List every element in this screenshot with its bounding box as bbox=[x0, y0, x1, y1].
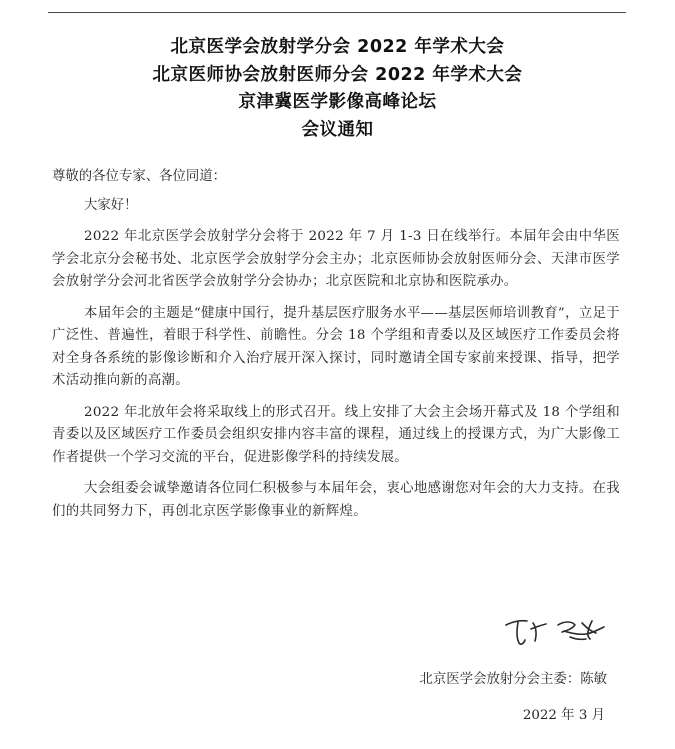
notice-date: 2022 年 3 月 bbox=[522, 708, 605, 723]
paragraph-format: 2022 年北放年会将采取线上的形式召开。线上安排了大会主会场开幕式及 18 个学组和青委以及区域医疗工作委员会组织安排内容丰富的课程，通过线上的授课方式，为广大影像工作者提供一个学习交流的平台，促进影像学科的持续发展。 bbox=[52, 404, 620, 465]
paragraph-invitation: 大会组委会诚挚邀请各位同仁积极参与本届年会，衷心地感谢您对年会的大力支持。在我们的共同努力下，再创北京医学影像事业的新辉煌。 bbox=[52, 481, 620, 519]
title-block bbox=[0, 34, 675, 144]
title-line-1: 北京医学会放射学分会 2022 年学术大会 bbox=[170, 37, 505, 57]
paragraph-theme: 本届年会的主题是“健康中国行，提升基层医疗服务水平——基层医师培训教育”，立足于广泛性、普遍性，着眼于科学性、前瞻性。分会 18 个学组和青委以及区域医疗工作委员会将对全身各系统的影像诊断和介入治疗展开深入探讨，同时邀请全国专家前来授课、指导，把学术活动推向新的高潮。 bbox=[52, 305, 620, 388]
paragraph-schedule: 2022 年北京医学会放射学分会将于 2022 年 7 月 1-3 日在线举行。本届年会由中华医学会北京分会秘书处、北京医学会放射学分会主办；北京医师协会放射医师分会、天津市医学会放射学分会河北省医学会放射学分会协办；北京医院和北京协和医院承办。 bbox=[52, 229, 620, 289]
notice-body bbox=[52, 166, 620, 523]
top-rule bbox=[48, 12, 626, 13]
title-line-2: 北京医师协会放射医师分会 2022 年学术大会 bbox=[152, 64, 523, 85]
handwritten-signature bbox=[500, 607, 620, 651]
greeting: 大家好！ bbox=[84, 197, 138, 213]
salutation: 尊敬的各位专家、各位同道： bbox=[52, 169, 227, 184]
notice-heading: 会议通知 bbox=[301, 119, 374, 140]
title-line-3: 京津冀医学影像高峰论坛 bbox=[238, 92, 437, 112]
committee-signature-line: 北京医学会放射分会主委：陈敏 bbox=[419, 672, 607, 687]
